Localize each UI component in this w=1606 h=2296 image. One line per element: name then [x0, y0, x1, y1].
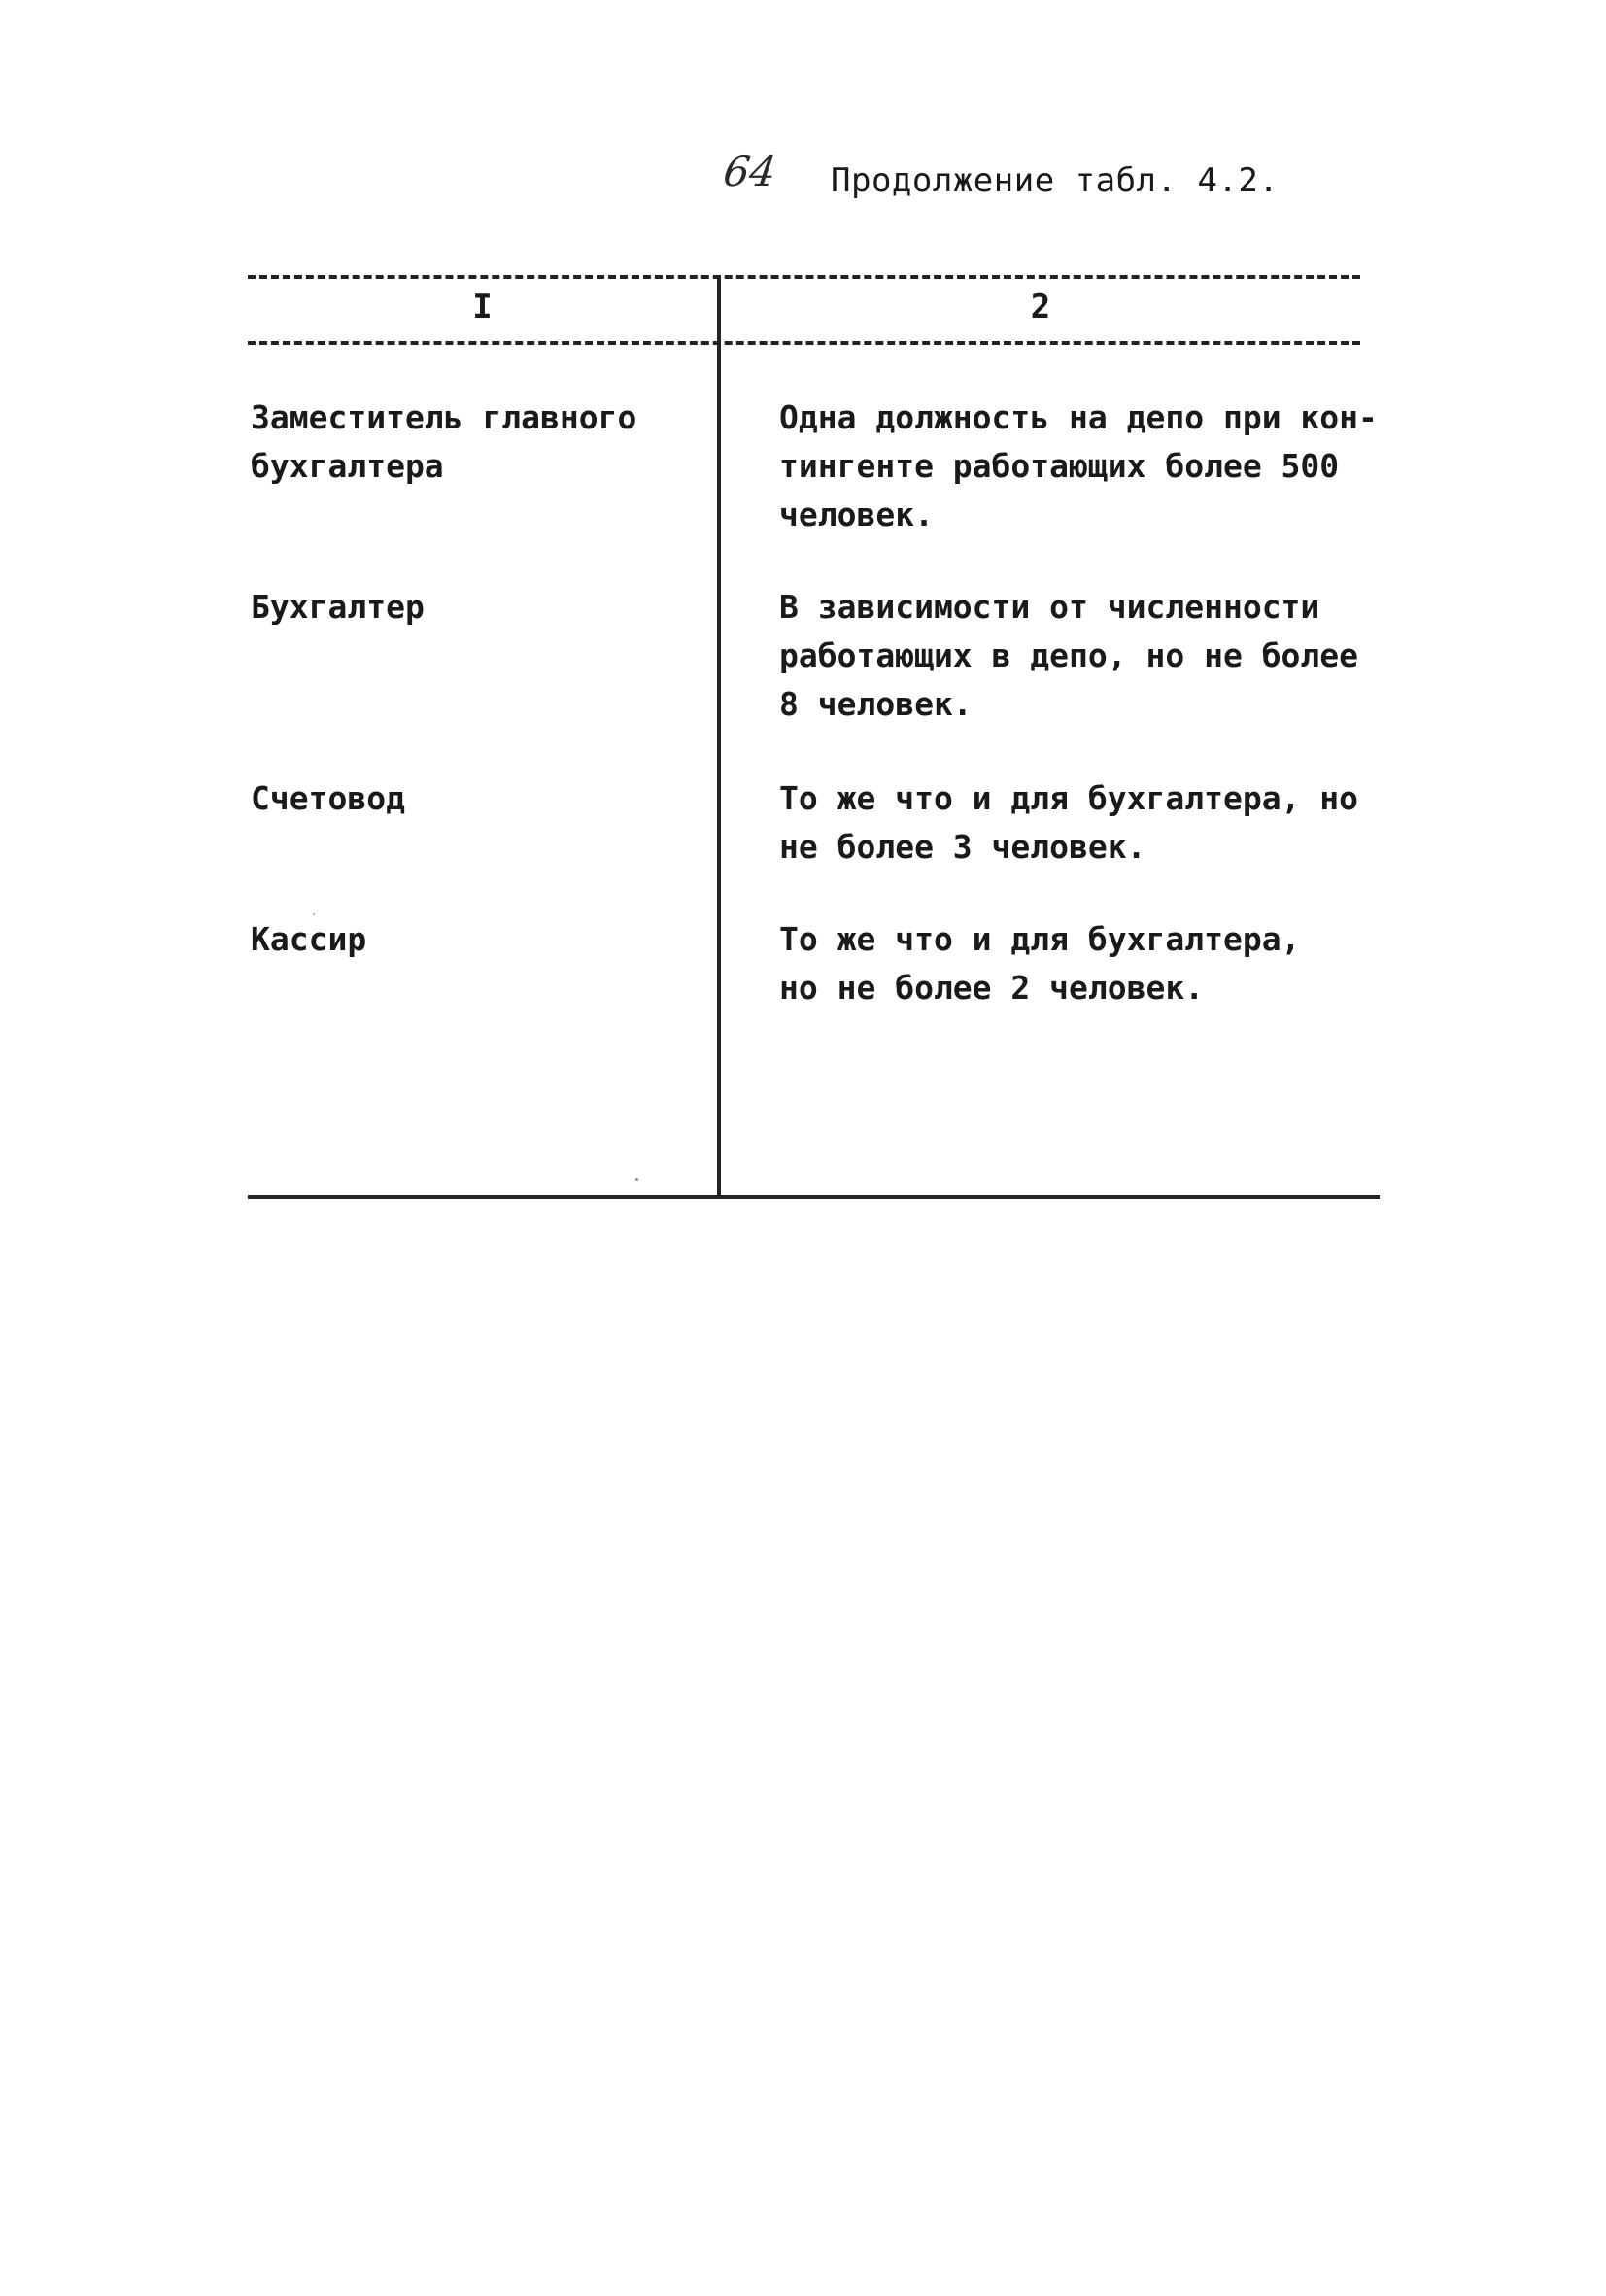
table-row-3-position: Счетовод	[251, 779, 405, 817]
table-header-rule	[248, 341, 1360, 345]
table-continuation-caption: Продолжение табл. 4.2.	[831, 161, 1280, 200]
column-header-2: 2	[1030, 288, 1051, 326]
page-number: 64	[720, 148, 779, 195]
column-header-1: I	[472, 288, 493, 326]
table-row-2-position: Бухгалтер	[251, 588, 425, 626]
table-row-4-position: Кассир	[251, 920, 367, 958]
table-top-rule	[248, 275, 1360, 279]
scan-speck	[313, 913, 315, 915]
table-column-divider	[717, 275, 721, 1197]
table-row-2-note: В зависимости от численности работающих в депо, но не более 8 человек.	[779, 588, 1359, 723]
table-row-1-note: Одна должность на депо при кон- тингенте работающих более 500 человек.	[779, 398, 1378, 533]
table-row-4-note: То же что и для бухгалтера, но не более 2 человек.	[779, 920, 1301, 1007]
table-row-3-note: То же что и для бухгалтера, но не более 3 человек.	[779, 779, 1359, 866]
scan-speck	[635, 1178, 638, 1181]
table-row-1-position: Заместитель главного бухгалтера	[251, 398, 637, 485]
table-bottom-rule	[248, 1195, 1380, 1199]
